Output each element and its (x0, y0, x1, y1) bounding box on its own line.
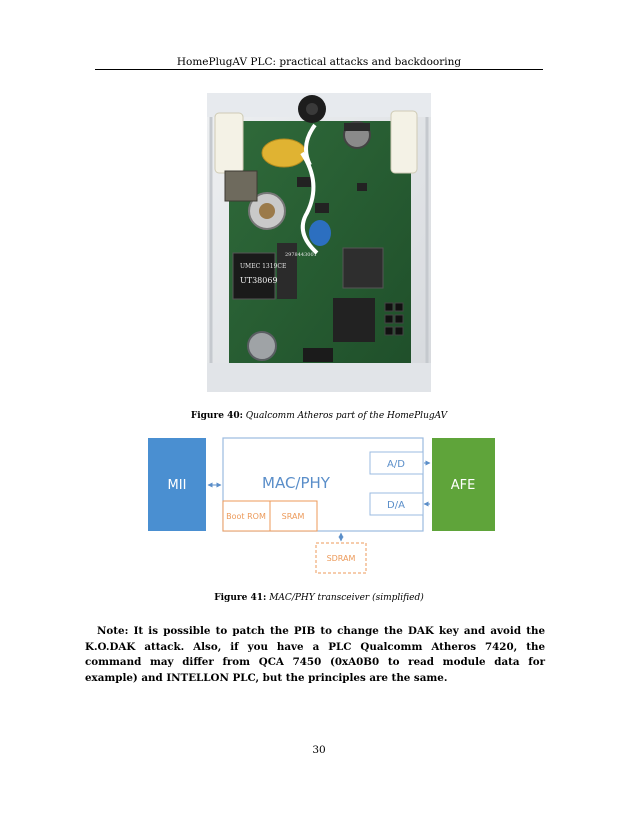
page-number: 30 (312, 744, 326, 756)
pcb-marking-2: UMEC 1319CE (240, 263, 287, 270)
pcb-marking-3: UT38069 (240, 276, 278, 285)
macphy-label: MAC/PHY (262, 474, 330, 492)
figure-41-caption-text: MAC/PHY transceiver (simplified) (269, 593, 424, 603)
note-paragraph: Note: It is possible to patch the PIB to change the DAK key and avoid the K.O.DAK attack. Also, if you have a PLC Qualcomm Atheros 7420, the command may differ from QCA 7450 (0xA0B0 to read module data for example) and INTELLON PLC, but the principles are the same. (85, 625, 545, 684)
figure-40-caption (0, 411, 638, 421)
figure-40-label: Figure 40: (190, 411, 243, 421)
sdram-label: SDRAM (326, 554, 356, 563)
bootrom-label: Boot ROM (226, 512, 266, 521)
running-header: HomePlugAV PLC: practical attacks and backdooring (176, 56, 462, 68)
figure-41-label: Figure 41: (214, 593, 267, 603)
mii-label: MII (167, 478, 187, 493)
figure-41-caption (0, 593, 638, 603)
sram-label: SRAM (281, 512, 305, 521)
da-label: D/A (387, 500, 405, 511)
afe-label: AFE (450, 478, 476, 493)
pcb-marking-1: 2978443001 (285, 252, 317, 258)
macphy-diagram (140, 435, 500, 580)
header-rule (95, 69, 543, 70)
ad-label: A/D (387, 459, 405, 470)
pcb-photo (207, 93, 431, 392)
figure-40-caption-text: Qualcomm Atheros part of the HomePlugAV (245, 411, 448, 421)
